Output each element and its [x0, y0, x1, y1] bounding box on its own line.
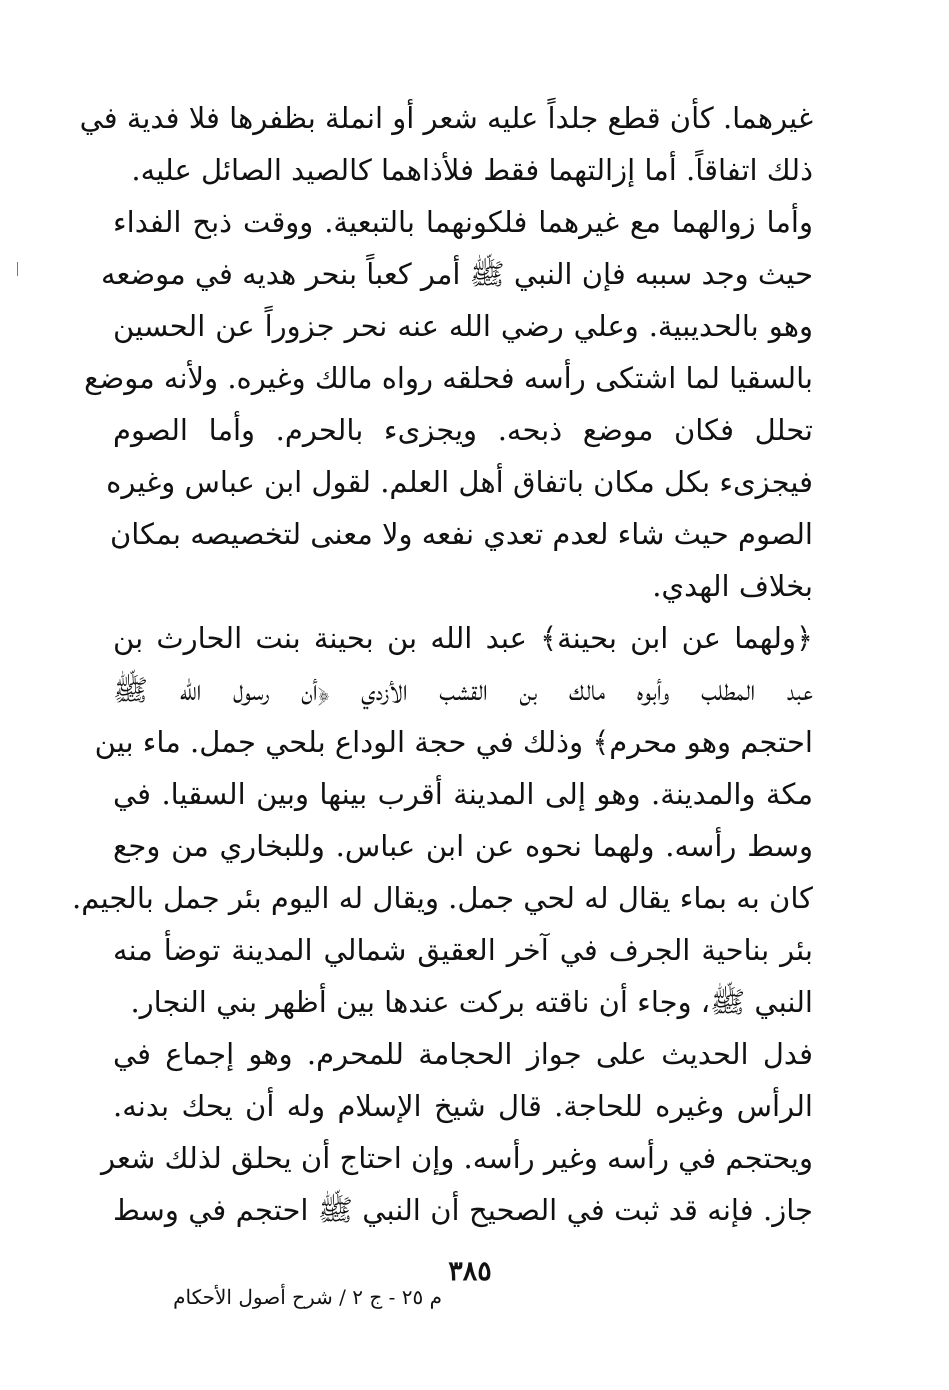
margin-scan-mark — [17, 262, 18, 276]
body-text — [72, 92, 813, 1236]
text-line: الصوم حيث شاء لعدم تعدي نفعه ولا معنى لتخصيصه بمكان — [109, 517, 813, 551]
text-line: بالسقيا لما اشتكى رأسه فحلقه رواه مالك وغيره. ولأنه موضع — [84, 361, 813, 395]
text-line: وأما زوالهما مع غيرهما فلكونهما بالتبعية. ووقت ذبح الفداء — [113, 205, 813, 239]
page-number: ٣٨٥ — [448, 1256, 492, 1287]
text-line: بخلاف الهدي. — [652, 569, 813, 603]
text-line: مكة والمدينة. وهو إلى المدينة أقرب بينها وبين السقيا. في — [113, 777, 813, 811]
text-line: غيرهما. كأن قطع جلداً عليه شعر أو انملة بظفرها فلا فدية في — [79, 101, 813, 135]
text-line: ذلك اتفاقاً. أما إزالتهما فقط فلأذاهما كالصيد الصائل عليه. — [131, 153, 813, 187]
text-line: كان به بماء يقال له لحي جمل. ويقال له اليوم بئر جمل بالجيم. — [72, 881, 813, 915]
text-line: ﴿ولهما عن ابن بحينة﴾ عبد الله بن بحينة بنت الحارث بن — [113, 621, 813, 655]
text-line: حيث وجد سببه فإن النبي ﷺ أمر كعباً بنحر هديه في موضعه — [100, 257, 813, 291]
footer-signature: م ٢٥ - ج ٢ / شرح أصول الأحكام — [173, 1285, 442, 1309]
text-line: بئر بناحية الجرف في آخر العقيق شمالي المدينة توضأ منه — [113, 933, 813, 967]
text-line: فيجزىء بكل مكان باتفاق أهل العلم. لقول ابن عباس وغيره — [106, 465, 813, 499]
text-line: وسط رأسه. ولهما نحوه عن ابن عباس. وللبخاري من وجع — [113, 829, 813, 863]
text-line: تحلل فكان موضع ذبحه. ويجزىء بالحرم. وأما الصوم — [113, 413, 813, 447]
text-line: احتجم وهو محرم﴾ وذلك في حجة الوداع بلحي جمل. ماء بين — [94, 725, 813, 759]
text-line: النبي ﷺ، وجاء أن ناقته بركت عندها بين أظهر بني النجار. — [130, 985, 813, 1019]
text-line: جاز. فإنه قد ثبت في الصحيح أن النبي ﷺ احتجم في وسط — [113, 1193, 813, 1227]
text-line: ويحتجم في رأسه وغير رأسه. وإن احتاج أن يحلق لذلك شعر — [101, 1141, 813, 1175]
text-line: وهو بالحديبية. وعلي رضي الله عنه نحر جزوراً عن الحسين — [113, 309, 813, 343]
text-line: الرأس وغيره للحاجة. قال شيخ الإسلام وله أن يحك بدنه. — [113, 1089, 813, 1123]
text-line: عبد المطلب وأبوه مالك بن القشب الأزدي ﴿أن رسول الله ﷺ — [113, 673, 813, 707]
text-line: فدل الحديث على جواز الحجامة للمحرم. وهو إجماع في — [113, 1037, 813, 1071]
